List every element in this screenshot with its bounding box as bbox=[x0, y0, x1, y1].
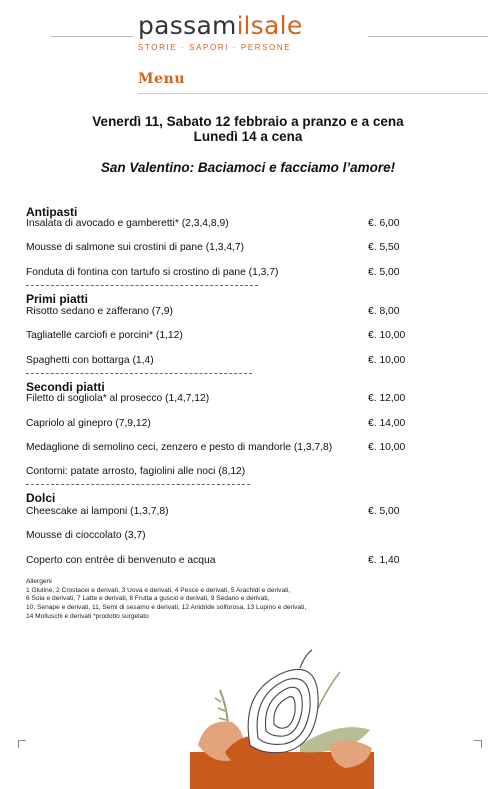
fruit-orange bbox=[225, 736, 268, 765]
allergens-line: 1 Glutine, 2 Crostacei e derivati, 3 Uova e derivati, 4 Pesce e derivati, 5 Arachidi e derivati, bbox=[26, 586, 291, 594]
dish-name: Mousse di salmone sui crostini di pane (1,3,4,7) bbox=[26, 242, 245, 253]
section-antipasti: Antipasti bbox=[26, 205, 78, 219]
leaf-right bbox=[300, 727, 370, 752]
crop-mark-right bbox=[474, 740, 482, 748]
peach-right bbox=[330, 741, 372, 768]
allergens-line: 10, Senape e derivati, 11, Semi di sesamo e derivati, 12 Anidride solforosa, 13 Lupino e derivati, bbox=[26, 604, 307, 612]
dish-price: €. 5,00 bbox=[368, 267, 400, 278]
onion-drawing bbox=[248, 650, 318, 753]
logo-wordmark bbox=[138, 11, 303, 41]
coperto-price: €. 1,40 bbox=[368, 555, 400, 566]
dish-price: €. 8,00 bbox=[368, 306, 400, 317]
date-line-1: Venerdì 11, Sabato 12 febbraio a pranzo e a cena bbox=[92, 114, 404, 129]
logo-line-left bbox=[50, 36, 134, 37]
menu-divider bbox=[138, 93, 488, 94]
logo-text-il: il bbox=[236, 12, 251, 40]
dish-price: €. 6,00 bbox=[368, 218, 400, 229]
dish-name: Tagliatelle carciofi e porcini* (1,12) bbox=[26, 330, 183, 341]
logo-text-passam: passam bbox=[138, 11, 237, 40]
dish-name: Medaglione di semolino ceci, zenzero e pesto di mandorle (1,3,7,8) bbox=[26, 442, 333, 453]
leaf-stem bbox=[220, 690, 228, 750]
section-primi: Primi piatti bbox=[26, 292, 89, 306]
dish-name: Risotto sedano e zafferano (7,9) bbox=[26, 306, 173, 317]
logo-text-sale: sale bbox=[250, 11, 303, 40]
section-separator bbox=[26, 373, 252, 374]
section-separator bbox=[26, 484, 250, 485]
dish-name: Insalata di avocado e gamberetti* (2,3,4,8,9) bbox=[26, 218, 229, 229]
dish-name: Spaghetti con bottarga (1,4) bbox=[26, 355, 154, 366]
leaf-fronds bbox=[215, 698, 227, 729]
valentine-subtitle: San Valentino: Baciamoci e facciamo l’amore! bbox=[100, 160, 396, 175]
allergens-line: 6 Soia e derivati, 7 Latte e derivati, 8 Frutta a guscio e derivati, 9 Sedano e derivati, bbox=[26, 595, 270, 603]
leaf-stem-right bbox=[306, 672, 340, 740]
section-separator bbox=[26, 285, 258, 286]
crop-mark-left bbox=[18, 740, 26, 748]
dish-price: €. 10,00 bbox=[368, 330, 406, 341]
dish-price: €. 12,00 bbox=[368, 393, 406, 404]
allergens-line: 14 Molluschi e derivati *prodotto surgelato bbox=[26, 612, 149, 620]
dish-name: Filetto di sogliola* al prosecco (1,4,7,12) bbox=[26, 393, 210, 404]
dish-name: Fonduta di fontina con tartufo si crostino di pane (1,3,7) bbox=[26, 267, 279, 278]
logo-line-right bbox=[368, 36, 488, 37]
dish-price: €. 10,00 bbox=[368, 442, 406, 453]
menu-title: Menu bbox=[138, 71, 186, 87]
allergens-legend bbox=[26, 578, 306, 622]
peach-left bbox=[198, 721, 244, 761]
section-dolci: Dolci bbox=[26, 491, 56, 505]
dish-name: Cheescake ai lamponi (1,3,7,8) bbox=[26, 506, 169, 517]
dish-price: €. 14,00 bbox=[368, 418, 406, 429]
illustration-base bbox=[190, 752, 374, 789]
dish-name: Mousse di cioccolato (3,7) bbox=[26, 530, 146, 541]
logo-tagline: STORIE · SAPORI · PERSONE bbox=[138, 43, 292, 52]
dish-price: €. 10,00 bbox=[368, 355, 406, 366]
contorni-line: Contorni: patate arrosto, fagiolini alle noci (8,12) bbox=[26, 466, 246, 477]
dish-price: €. 5,50 bbox=[368, 242, 400, 253]
dish-price: €. 5,00 bbox=[368, 506, 400, 517]
coperto-line: Coperto con entrée di benvenuto e acqua bbox=[26, 555, 216, 566]
allergens-title: Allergeni bbox=[26, 578, 52, 585]
dish-name: Capriolo al ginepro (7,9,12) bbox=[26, 418, 151, 429]
date-line-2: Lunedì 14 a cena bbox=[193, 129, 303, 144]
section-secondi: Secondi piatti bbox=[26, 380, 105, 394]
